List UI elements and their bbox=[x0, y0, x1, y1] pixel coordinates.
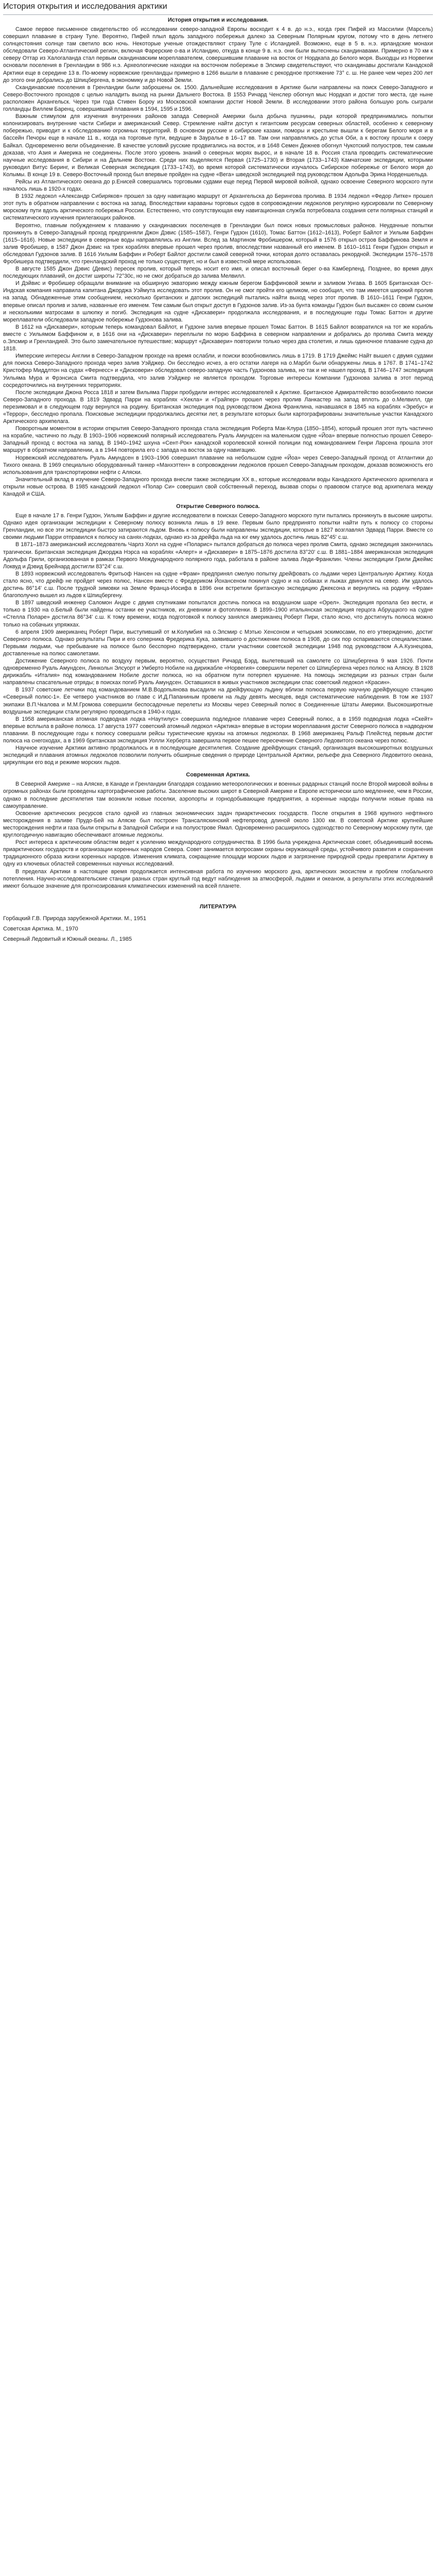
paragraph: 6 апреля 1909 американец Роберт Пири, выступивший от м.Колумбия на о.Элсмир с Мэтью Хенсоном и четырьмя эскимосами, по его утверждению, достиг Северного полюса. Однако результаты Пири и его соперника Фредерика Кука, заявившего о достижении полюса в 1908, до сих пор оспариваются специалистами. Первыми людьми, чье пребывание на полюсе было бесспорно подтверждено, стали участники советской экспедиции 1948 под руководством А.А.Кузнецова, доставленные на полюс самолетами. bbox=[3, 629, 433, 657]
paragraph: Важным стимулом для изучения внутренних районов запада Северной Америки была добыча пушнины, ради которой предпринимались попытки колонизировать внутренние части Сибири и американский Север. Стремление найти доступ к гигантским ресурсам северных областей, особенно к северному побережью, приводит и к обследованию огромных территорий. В основном русские и сибирские казаки, поморы и крестьяне вышли к берегам Белого моря и в бассейн Печоры еще в начале 11 в., когда на торговые пути, ведущие в Зауралье в 16–17 вв. Там они направлялись до устья Оби, а к востоку прошли к озеру Байкал. Одновременно вели объединение. В качестве условий русские продвигались на восток, и в 1648 Семен Дежнев обогнул Чукотский полуостров, тем самым доказав, что Азия и Америка не соединены. После этого уровень знаний о северных морях вырос, и в начале 18 в. Россия стала проводить систематические научные исследования в Сибири и на Дальнем Востоке. Среди них выделяются Первая (1725–1730) и Вторая (1733–1743) Камчатские экспедиции, которыми руководил Витус Беринг, и Великая Северная экспедиция (1733–1743), во время которой систематически изучалось Сибирское побережье от Белого моря до Колымы. В конце 19 в. Северо-Восточный проход был впервые пройден на судне «Вега» шведской экспедицией под руководством Адольфа Эрика Норденшельда. bbox=[3, 113, 433, 178]
section-heading-modern-arctic: Современная Арктика. bbox=[186, 772, 250, 778]
paragraph: В 1958 американская атомная подводная лодка «Наутилус» совершила подледное плавание через Северный полюс, а в 1959 подводная лодка «Скейт» впервые всплыла в районе полюса. 17 августа 1977 советский атомный ледокол «Арктика» впервые в истории мореплавания достиг Северного полюса в надводном плавании. В последующие годы к полюсу совершали рейсы туристические круизы на атомных ледоколах. В 1968 американец Ральф Плейстед первым достиг полюса на снегоходах, а в 1969 британская экспедиция Уолли Херберта завершила первое пешее пересечение Северного Ледовитого океана через полюс. bbox=[3, 716, 433, 744]
page-title: История открытия и исследования арктики bbox=[3, 1, 433, 15]
paragraph: В 1932 ледокол «Александр Сибиряков» прошел за одну навигацию маршрут от Архангельска до Берингова пролива. В 1934 ледокол «Федор Литке» прошел этот путь в обратном направлении с востока на запад. Впоследствии караваны торговых судов в сопровождении ледоколов регулярно курсировали по Северному морскому пути вдоль арктического побережья России. Естественно, что сопутствующая ему навигационная служба потребовала создания сети полярных станций и систематического изучения прилегающих районов. bbox=[3, 193, 433, 222]
paragraph: Поворотным моментом в истории открытия Северо-Западного прохода стала экспедиция Роберта Мак-Клура (1850–1854), который прошел этот путь частично на корабле, частично по льду. В 1903–1906 норвежский полярный исследователь Руаль Амундсен на маленьком судне «Йоа» впервые полностью прошел Северо-Западный проход с востока на запад. В 1940–1942 шхуна «Сент-Рок» канадской королевской конной полиции под командованием Генри Ларсена прошла этот маршрут в обратном направлении, а в 1944 повторила его с запада на восток за одну навигацию. bbox=[3, 426, 433, 454]
section-body-history bbox=[3, 26, 433, 498]
paragraph: И Дэйвис и Фробишер обращали внимание на обширную экваторию между южным берегом Баффиновой земли и заливом Унгава. В 1605 Британская Ост-Индская компания направила капитана Джорджа Уэймута исследовать этот пролив. Он не смог пройти его целиком, но сообщил, что там имеется широкий пролив на запад. Обнадеженные этим сообщением, несколько британских и датских экспедиций пытались найти выход через этот пролив. В 1610–1611 Генри Гудзон, впервые описал пролив и залив, названные его именем. Тем самым был открыт доступ в Гудзонов залив. Из-за бунта команды Гудзон был высажен со своим сыном и несколькими матросами в шлюпку и погиб. Экспедиция на судне «Дискавери» продолжала исследования, и в последующие годы Томас Баттон и другие мореплаватели обследовали западное побережье Гудзонова залива. bbox=[3, 280, 433, 323]
paragraph: В 1871–1873 американский исследователь Чарлз Холл на судне «Поларис» пытался добраться до полюса через пролив Смита, однако экспедиция закончилась трагически. Британская экспедиция Джорджа Нэрса на кораблях «Алерт» и «Дискавери» в 1875–1876 достигла 83°20' с.ш. В 1881–1884 американская экспедиция Адольфа Грили, организованная в рамках Первого Международного полярного года, работала в районе залива Леди-Франклин. Члены экспедиции Грили Джеймс Локвуд и Дэвид Брейнард достигли 83°24' с.ш. bbox=[3, 541, 433, 570]
paragraph: Вероятно, главным побуждением к плаванию у скандинавских поселенцев в Гренландии был поиск новых промысловых районов. Неудачные попытки проникнуть в Северо-Западный проход предприняли Джон Дэвис (1585–1587), Генри Гудзон (1610), Томас Баттон (1612–1613), Роберт Байлот и Уильям Баффин (1615–1616). Новые экспедиции в северные воды направлялись из Англии. Вслед за Мартином Фробишером, который в 1576 открыл остров Баффинова Земля и залив Фробишер, в 1587 Джон Дэвис на трех кораблях впервые прошел через пролив, впоследствии названный его именем. В 1610–1611 Генри Гудзон открыл и обследовал Гудзонов залив. В 1616 Уильям Баффин и Роберт Байлот достигли самой северной точки, которая долго оставалась рекордной. Экспедиции 1576–1578 Фробишера подтвердили, что гренландский проход не только существует, но и был в известной мере использован. bbox=[3, 222, 433, 265]
literature-heading: ЛИТЕРАТУРА bbox=[199, 903, 237, 910]
paragraph: Освоение арктических ресурсов стало одной из главных экономических задач приарктических государств. После открытия в 1968 крупного нефтяного месторождения в заливе Прудо-Бей на Аляске был построен Трансаляскинский нефтепровод длиной около 1300 км. В советской Арктике крупнейшие месторождения нефти и газа были открыты в Западной Сибири и на полуострове Ямал. Одновременно расширилось судоходство по Северному морскому пути, где круглогодичную навигацию обеспечивают атомные ледоколы. bbox=[3, 810, 433, 839]
paragraph: Еще в начале 17 в. Генри Гудзон, Уильям Баффин и другие исследователи в поисках Северо-Западного морского пути пытались проникнуть в высокие широты. Однако идея организации экспедиции к Северному полюсу возникла лишь в 19 веке. Первым было предпринято попытки найти путь к полюсу со стороны Гренландии, но все эти экспедиции быстро затираются льдом. Вновь к полюсу были направлены экспедиции, которые в 1827 возглавлял Эдвард Парри. Вместе со своими людьми Парри отправился к полюсу на санях-лодках, однако из-за дрейфа льда на юг ему удалось достичь лишь 82°45' с.ш. bbox=[3, 513, 433, 541]
paragraph: Значительный вклад в изучение Северо-Западного прохода внесли также экспедиции XX в., которые исследовали воды Канадского Арктического архипелага и открыли новые острова. В 1985 канадский ледокол «Полар Си» совершил свой собственный переход, вызвав споры о правовом статусе вод архипелага между Канадой и США. bbox=[3, 476, 433, 497]
section-history bbox=[3, 16, 433, 498]
paragraph: После экспедиции Джона Росса 1818 и затем Вильяма Парри пробудили интерес исследователей к Арктике. Британское Адмиралтейство возобновило поиски Северо-Западного прохода. В 1819 Эдвард Парри на кораблях «Хекла» и «Грайпер» прошел через пролив Ланкастер на запад вплоть до о.Мелвилл, где перезимовал и в следующем году вернулся на родину. Британская экспедиция под руководством Джона Франклина, начавшаяся в 1845 на кораблях «Эребус» и «Террор», бесследно пропала. Поисковые экспедиции продолжались десятки лет, в результате которых были картографированы значительные участки Канадского Арктического архипелага. bbox=[3, 389, 433, 425]
section-heading-history: История открытия и исследования. bbox=[167, 17, 269, 23]
paragraph: Самое первое письменное свидетельство об исследовании северо-западной Европы восходит к 4 в. до н.э., когда грек Пифей из Массилии (Марсель) совершил плавание в страну Туле. Вероятно, Пифей плыл вдоль западного побережья далеко за Северным Полярным кругом, потому что в день летнего солнцестояния солнце там светило всю ночь. Некоторые ученые отождествляют страну Туле с Исландией. Возможно, еще в 5 в. н.э. ирландские монахи обследовали Северо-Атлантический регион, включая Фарерские о-ва и Исландию, откуда в конце 9 в. н.э. они были вытеснены скандинавами. Примерно в 70 км к северу Оттар из Халогаланда стал первым скандинавским мореплавателем, совершившим плавание на восток от Нордкапа до Белого моря. Выходцы из Норвегии основали поселения в Гренландии в 986 н.э. Археологические находки на восточном побережье в Элсмир свидетельствуют, что скандинавы достигали Канадской Арктики еще в середине 13 в. По-моему норвежские гренландцы примерно в 1266 вышли в плавание с рекордное протяжение 73° с. ш. Не ранее чем через 200 лет до этого они добрались до Шпицбергена, в экономику и до Новой Земли. bbox=[3, 26, 433, 83]
section-body-north-pole bbox=[3, 512, 433, 766]
document bbox=[0, 1, 436, 952]
paragraph: В пределах Арктики в настоящее время продолжается интенсивная работа по изучению морского дна, арктических экосистем и проблем глобального потепления. Научно-исследовательские станции разных стран круглый год ведут наблюдения за атмосферой, льдами и океаном, а результаты этих исследований имеют большое значение для прогнозирования климатических изменений на всей планете. bbox=[3, 868, 433, 889]
paragraph: В 1897 шведский инженер Саломон Андре с двумя спутниками попытался достичь полюса на воздушном шаре «Орел». Экспедиция пропала без вести, и только в 1930 на о.Белый были найдены останки ее участников, их дневники и фотопленки. В 1899–1900 итальянская экспедиция герцога Абруццкого на судне «Стелла Поларе» достигла 86°34' с.ш. К тому времени, когда подготовкой к полюсу занялся американец Роберт Пири, стало ясно, что достигнуть полюса можно только на собачьих упряжках. bbox=[3, 600, 433, 628]
section-body-modern-arctic bbox=[3, 781, 433, 889]
literature-section bbox=[3, 903, 433, 943]
paragraph: Научное изучение Арктики активно продолжалось и в последующие десятилетия. Создание дрейфующих станций, организация высокоширотных воздушных экспедиций и плавания атомных ледоколов позволили получить обширные сведения о природе Центральной Арктики, рельефе дна Северного Ледовитого океана, циркуляции его вод и режиме морских льдов. bbox=[3, 745, 433, 766]
paragraph: В 1937 советские летчики под командованием М.В.Водопьянова высадили на дрейфующую льдину вблизи полюса первую научную дрейфующую станцию «Северный полюс-1». Ее четверо участников во главе с И.Д.Папаниным провели на льду девять месяцев, ведя систематические наблюдения. В том же 1937 экипажи В.П.Чкалова и М.М.Громова совершили беспосадочные перелеты из Москвы через Северный полюс в Соединенные Штаты Америки. Высокоширотные воздушные экспедиции стали регулярно проводиться в 1940-х годах. bbox=[3, 687, 433, 715]
paragraph: Скандинавские поселения в Гренландии были заброшены ок. 1500. Дальнейшие исследования в Арктике были направлены на поиск Северо-Западного и Северо-Восточного проходов с целью наладить выход на рынки Дальнего Востока. В 1553 Ричард Ченслер обогнул мыс Нордкап и достиг того места, где ныне расположен Архангельск. Через три года Стивен Бороу из Московской компании достиг Новой Земли. В исследовании этого района большую роль сыграли голландцы Виллем Баренц, совершивший плавания в 1594, 1595 и 1596. bbox=[3, 84, 433, 113]
literature-item: Горбацкий Г.В. Природа зарубежной Арктики. М., 1951 bbox=[3, 915, 147, 922]
paragraph: Достижение Северного полюса по воздуху первым, вероятно, осуществил Ричард Бэрд, вылетевший на самолете со Шпицбергена 9 мая 1926. Почти одновременно Руаль Амундсен, Линкольн Элсуорт и Умберто Нобиле на дирижабле «Норвегия» совершили перелет со Шпицбергена через полюс на Аляску. В 1928 дирижабль «Италия» под командованием Нобиле достиг полюса, но на обратном пути потерпел крушение. На помощь экспедиции из разных стран были направлены спасательные отряды; в поисках погиб Руаль Амундсен. Оставшихся в живых участников экспедиции спас советский ледокол «Красин». bbox=[3, 657, 433, 686]
paragraph: В 1612 на «Дискавери», которым теперь командовал Байлот, и Гудзоне залив впервые прошел Томас Баттон. В 1615 Байлот возвратился на тот же корабль вместе с Уильямом Баффином и, в 1616 они на «Дискавери» переплыли по морю Баффина в северном направлении и добрались до пролива Смита между о.Элсмир и Гренландией. Это было замечательное путешествие; маршрут «Дискавери» повторили только через два столетия, и лишь одиночное плавание судна до 1818. bbox=[3, 324, 433, 352]
section-heading-north-pole: Открытие Северного полюса. bbox=[176, 503, 260, 510]
paragraph: Норвежский исследователь Руаль Амундсен в 1903–1906 совершил плавание на небольшом судне «Йоа» через Северо-Западный проход от Атлантики до Тихого океана. В 1969 специально оборудованный танкер «Манхэттен» в сопровождении ледоколов прошел Северо-Западным проходом, доказав возможность его использования для транспортировки нефти с Аляски. bbox=[3, 454, 433, 476]
paragraph: В 1893 норвежский исследователь Фритьоф Нансен на судне «Фрам» предпринял смелую попытку дрейфовать со льдами через Центральную Арктику. Когда стало ясно, что дрейф не пройдет через полюс, Нансен вместе с Фредериком Йохансеном покинул судно и на собаках и лыжах двинулся на север. Им удалось достичь 86°14' с.ш. После трудной зимовки на Земле Франца-Иосифа в 1896 они встретили британскую экспедицию Джексона и вернулись на родину. «Фрам» благополучно вышел из льдов к Шпицбергену. bbox=[3, 570, 433, 599]
literature-item: Северный Ледовитый и Южный океаны. Л., 1985 bbox=[3, 936, 132, 942]
paragraph: В Северной Америке – на Аляске, в Канаде и Гренландии благодаря созданию метеорологических и военных радарных станций после Второй мировой войны в огромных районах были проведены картографические работы. Заселение высоких широт в Северной Америке и Европе исторически шло медленнее, чем в России, однако в последние десятилетия там возникли новые поселки, аэропорты и горнодобывающие предприятия, а коренные народы получили новые права на самоуправление. bbox=[3, 781, 433, 809]
paragraph: Имперские интересы Англии в Северо-Западном проходе на время ослабли, и поиски возобновились лишь в 1719. В 1719 Джеймс Найт вышел с двумя судами для поиска Северо-Западного прохода через залив Уэйджер. Он бесследно исчез, а его остатки лагеря на о.Марбл были обнаружены лишь в 1767. В 1741–1742 Кристофер Миддлтон на судах «Фернесс» и «Дисковери» обследовал северо-западную часть Гудзонова залива, но так и не нашел проход. В 1746–1747 экспедиция Уильяма Мура и Фрэнсиса Смита подтвердила, что залив Уэйджер не является проходом. Торговые интересы Компании Гудзонова залива в этот период сосредоточились на внутренних территориях. bbox=[3, 353, 433, 388]
literature-item: Советская Арктика. М., 1970 bbox=[3, 925, 78, 932]
section-north-pole bbox=[3, 503, 433, 766]
paragraph: В августе 1585 Джон Дэвис (Девис) пересек пролив, который теперь носит его имя, и описал восточный берег о-ва Камберленд. Позднее, во время двух последующих плаваний, он достиг широты 72°30с, но не смог добраться до залива Мелвилл. bbox=[3, 266, 433, 280]
paragraph: Рейсы из Атлантического океана до р.Енисей совершались торговыми судами еще перед Первой мировой войной, однако освоение Северного морского пути началось лишь в 1920-х годах. bbox=[3, 178, 433, 193]
paragraph: Рост интереса к арктическим областям ведет к усилению международного сотрудничества. В 1996 была учреждена Арктическая совет, объединивший восемь приарктических государств и организации коренных народов Севера. Совет занимается вопросами охраны окружающей среды, устойчивого развития и сохранения традиционного образа жизни коренных народов. Изменения климата, сокращение площади морских льдов и загрязнение природной среды превратили Арктику в одну из ключевых областей современных научных исследований. bbox=[3, 839, 433, 868]
section-modern-arctic bbox=[3, 771, 433, 889]
